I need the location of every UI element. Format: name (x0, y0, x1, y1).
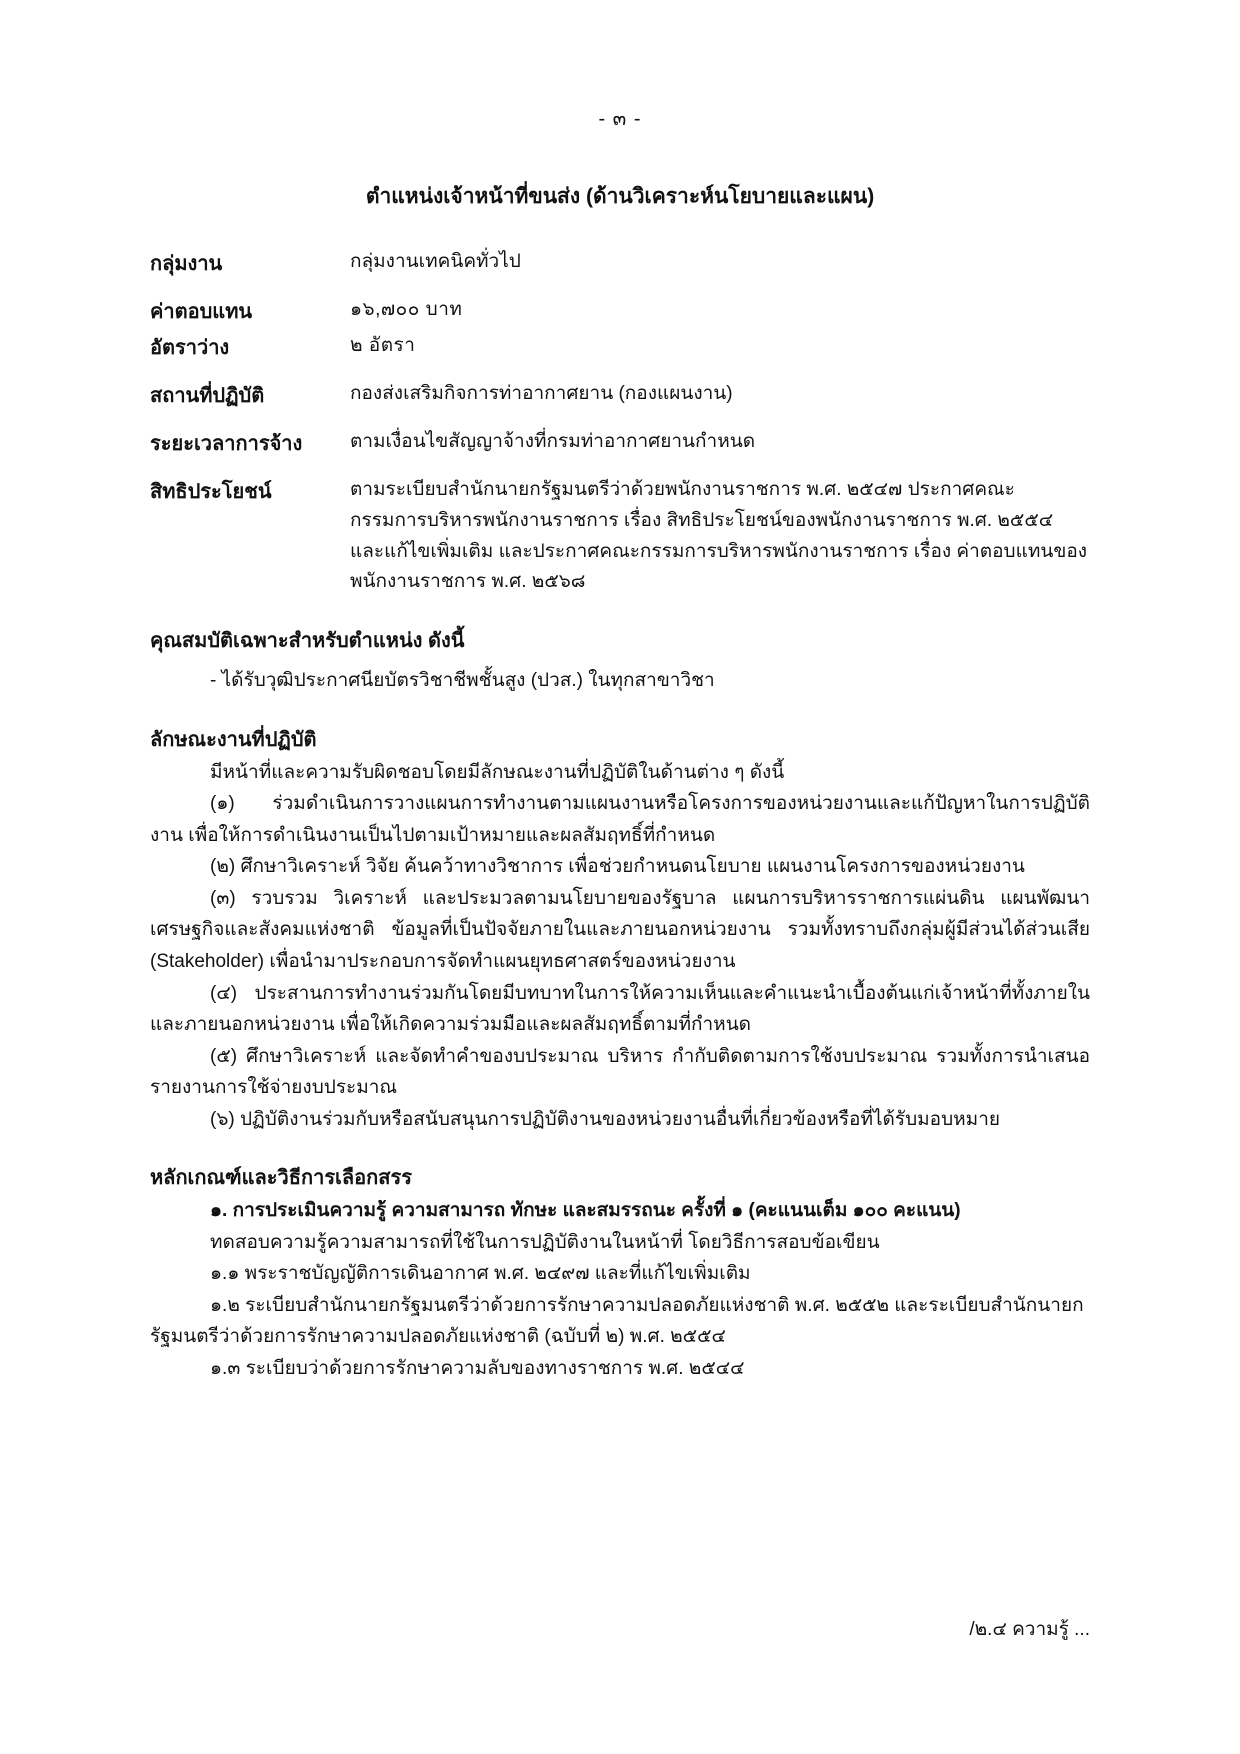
field-row-salary (150, 295, 1090, 327)
field-value-vacancy: ๒ อัตรา (350, 335, 416, 356)
criteria-main-desc-text: ทดสอบความรู้ความสามารถที่ใช้ในการปฏิบัติงานในหน้าที่ โดยวิธีการสอบข้อเขียน (210, 1231, 880, 1253)
duties-intro (150, 757, 1090, 789)
page-title: ตำแหน่งเจ้าหน้าที่ขนส่ง (ด้านวิเคราะห์นโยบายและแผน) (365, 185, 875, 208)
field-label-salary: ค่าตอบแทน (150, 301, 253, 323)
duties-intro-text: มีหน้าที่และความรับผิดชอบโดยมีลักษณะงานที่ปฏิบัติในด้านต่าง ๆ ดังนี้ (210, 761, 785, 783)
field-row-group (150, 247, 1090, 279)
field-value-location: กองส่งเสริมกิจการท่าอากาศยาน (กองแผนงาน) (350, 383, 733, 404)
qualifications-heading: คุณสมบัติเฉพาะสำหรับตำแหน่ง ดังนี้ (150, 630, 465, 653)
page-number: - ๓ - (598, 108, 642, 130)
field-label-vacancy: อัตราว่าง (150, 337, 230, 359)
field-label-group: กลุ่มงาน (150, 253, 223, 275)
criteria-sub-item-1-text: ๑.๑ พระราชบัญญัติการเดินอากาศ พ.ศ. ๒๔๙๗ และที่แก้ไขเพิ่มเติม (210, 1263, 751, 1285)
duties-item-1 (150, 788, 1090, 851)
duties-item-3 (150, 883, 1090, 978)
duties-heading: ลักษณะงานที่ปฏิบัติ (150, 728, 317, 751)
continuation-note: /๒.๔ ความรู้ ... (969, 1619, 1090, 1640)
criteria-main-item (150, 1195, 1090, 1227)
field-label-duration: ระยะเวลาการจ้าง (150, 433, 303, 455)
field-row-location (150, 379, 1090, 411)
criteria-body (150, 1195, 1090, 1384)
duties-item-6 (150, 1104, 1090, 1136)
field-row-duration (150, 427, 1090, 459)
field-value-duration: ตามเงื่อนไขสัญญาจ้างที่กรมท่าอากาศยานกำหนด (350, 431, 756, 452)
duties-item-4 (150, 978, 1090, 1041)
duties-item-4-text: (๔) ประสานการทำงานร่วมกันโดยมีบทบาทในการให้ความเห็นและคำแนะนำเบื้องต้นแก่เจ้าหน้าที่ทั้งภายในและภายนอกหน่วยงาน เพื่อให้เกิดความร่วมมือและผลสัมฤทธิ์ตามที่กำหนด (150, 982, 1090, 1036)
duties-item-5 (150, 1041, 1090, 1104)
criteria-main-item-text: ๑. การประเมินความรู้ ความสามารถ ทักษะ และสมรรถนะ ครั้งที่ ๑ (คะแนนเต็ม ๑๐๐ คะแนน) (210, 1200, 961, 1222)
duties-item-5-text: (๕) ศึกษาวิเคราะห์ และจัดทำคำของบประมาณ บริหาร กำกับติดตามการใช้งบประมาณ รวมทั้งการนำเสนอรายงานการใช้จ่ายงบประมาณ (150, 1045, 1090, 1099)
qualifications-item: - ได้รับวุฒิประกาศนียบัตรวิชาชีพชั้นสูง (ปวส.) ในทุกสาขาวิชา (210, 670, 715, 692)
duties-item-2 (150, 851, 1090, 883)
duties-item-2-text: (๒) ศึกษาวิเคราะห์ วิจัย ค้นคว้าทางวิชาการ เพื่อช่วยกำหนดนโยบาย แผนงานโครงการของหน่วยงาน (210, 856, 1025, 878)
criteria-heading: หลักเกณฑ์และวิธีการเลือกสรร (150, 1167, 412, 1190)
field-row-vacancy (150, 331, 1090, 363)
field-value-group: กลุ่มงานเทคนิคทั่วไป (350, 251, 521, 272)
criteria-sub-item-2-text: ๑.๒ ระเบียบสำนักนายกรัฐมนตรีว่าด้วยการรักษาความปลอดภัยแห่งชาติ พ.ศ. ๒๕๕๒ และระเบียบสำนักนายกรัฐมนตรีว่าด้วยการรักษาความปลอดภัยแห่งชาติ (ฉบับที่ ๒) พ.ศ. ๒๕๕๔ (150, 1294, 1084, 1348)
field-label-location: สถานที่ปฏิบัติ (150, 385, 265, 407)
criteria-sub-item-2 (150, 1290, 1090, 1353)
field-label-benefits: สิทธิประโยชน์ (150, 481, 272, 503)
criteria-main-desc (150, 1227, 1090, 1259)
field-value-salary: ๑๖,๗๐๐ บาท (350, 299, 463, 320)
duties-body (150, 757, 1090, 1135)
field-value-benefits: ตามระเบียบสำนักนายกรัฐมนตรีว่าด้วยพนักงานราชการ พ.ศ. ๒๕๔๗ ประกาศคณะกรรมการบริหารพนักงานราชการ เรื่อง สิทธิประโยชน์ของพนักงานราชการ พ.ศ. ๒๕๕๔ และแก้ไขเพิ่มเติม และประกาศคณะกรรมการบริหารพนักงานราชการ เรื่อง ค่าตอบแทนของพนักงานราชการ พ.ศ. ๒๕๖๘ (350, 479, 1088, 593)
criteria-sub-item-3 (150, 1353, 1090, 1385)
duties-item-6-text: (๖) ปฏิบัติงานร่วมกับหรือสนับสนุนการปฏิบัติงานของหน่วยงานอื่นที่เกี่ยวข้องหรือที่ได้รับมอบหมาย (210, 1108, 1000, 1130)
criteria-sub-item-1 (150, 1258, 1090, 1290)
criteria-sub-item-3-text: ๑.๓ ระเบียบว่าด้วยการรักษาความลับของทางราชการ พ.ศ. ๒๕๔๔ (210, 1357, 745, 1379)
duties-item-1-text: (๑) ร่วมดำเนินการวางแผนการทำงานตามแผนงานหรือโครงการของหน่วยงานและแก้ปัญหาในการปฏิบัติงาน เพื่อให้การดำเนินงานเป็นไปตามเป้าหมายและผลสัมฤทธิ์ที่กำหนด (150, 793, 1090, 846)
duties-item-3-text: (๓) รวบรวม วิเคราะห์ และประมวลตามนโยบายของรัฐบาล แผนการบริหารราชการแผ่นดิน แผนพัฒนาเศรษฐกิจและสังคมแห่งชาติ ข้อมูลที่เป็นปัจจัยภายในและภายนอกหน่วยงาน รวมทั้งทราบถึงกลุ่มผู้มีส่วนได้ส่วนเสีย (Stakeholder) เพื่อนำมาประกอบการจัดทำแผนยุทธศาสตร์ของหน่วยงาน (150, 887, 1090, 973)
field-row-benefits (150, 475, 1090, 598)
